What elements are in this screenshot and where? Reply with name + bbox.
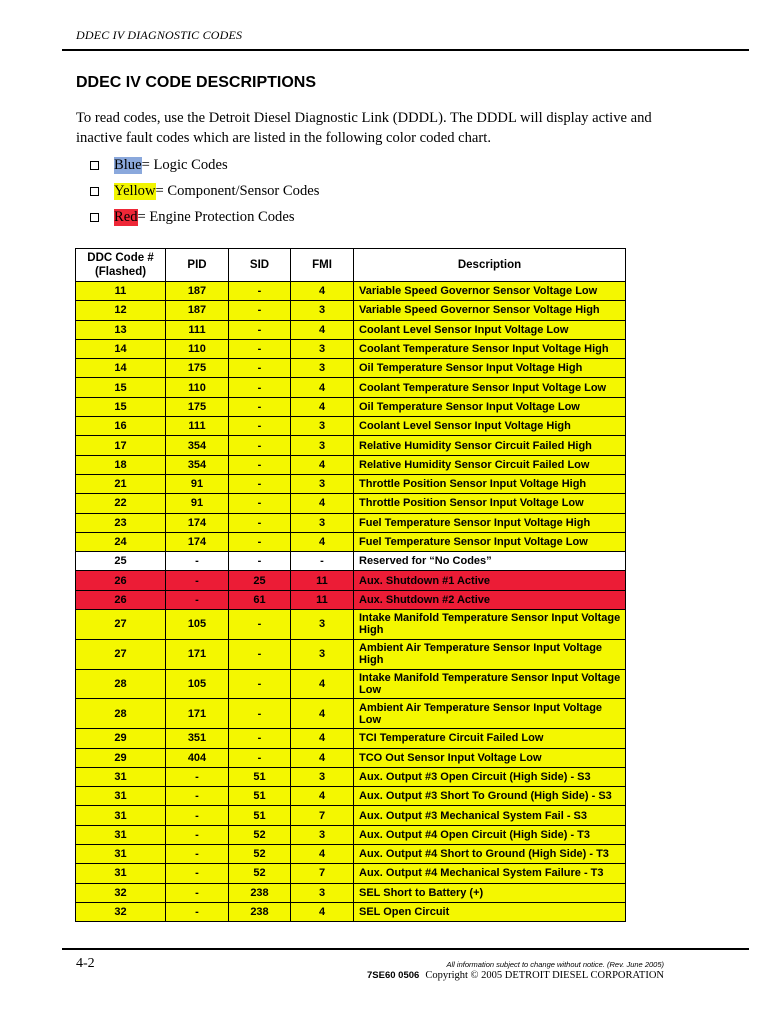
- cell-fmi: 4: [291, 378, 354, 397]
- cell-pid: 111: [166, 417, 229, 436]
- page-number: 4-2: [76, 956, 95, 971]
- legend-text: = Component/Sensor Codes: [155, 182, 320, 199]
- cell-description: Aux. Output #4 Short to Ground (High Side) - T3: [354, 845, 626, 864]
- cell-fmi: 11: [291, 571, 354, 590]
- cell-description: Oil Temperature Sensor Input Voltage High: [354, 359, 626, 378]
- table-row: [76, 552, 626, 571]
- cell-sid: -: [229, 610, 291, 640]
- header-pid: PID: [166, 249, 229, 282]
- cell-fmi: 4: [291, 902, 354, 921]
- cell-description: Coolant Temperature Sensor Input Voltage Low: [354, 378, 626, 397]
- cell-sid: -: [229, 729, 291, 748]
- cell-ddc-code: 24: [76, 532, 166, 551]
- table-row: [76, 639, 626, 669]
- cell-ddc-code: 32: [76, 902, 166, 921]
- header-ddc-line1: DDC Code #: [87, 252, 154, 264]
- cell-sid: -: [229, 513, 291, 532]
- cell-pid: 187: [166, 301, 229, 320]
- cell-ddc-code: 31: [76, 864, 166, 883]
- cell-description: SEL Short to Battery (+): [354, 883, 626, 902]
- cell-pid: -: [166, 806, 229, 825]
- cell-ddc-code: 14: [76, 339, 166, 358]
- cell-ddc-code: 31: [76, 767, 166, 786]
- cell-ddc-code: 17: [76, 436, 166, 455]
- cell-sid: -: [229, 699, 291, 729]
- cell-pid: -: [166, 571, 229, 590]
- cell-pid: 175: [166, 359, 229, 378]
- table-row: [76, 902, 626, 921]
- cell-sid: -: [229, 552, 291, 571]
- cell-ddc-code: 16: [76, 417, 166, 436]
- cell-pid: -: [166, 845, 229, 864]
- cell-pid: -: [166, 902, 229, 921]
- cell-sid: -: [229, 748, 291, 767]
- cell-fmi: 3: [291, 474, 354, 493]
- cell-pid: 91: [166, 494, 229, 513]
- table-row: [76, 590, 626, 609]
- cell-sid: 238: [229, 883, 291, 902]
- cell-fmi: 3: [291, 436, 354, 455]
- cell-sid: -: [229, 455, 291, 474]
- cell-pid: 174: [166, 513, 229, 532]
- checkbox-icon: [90, 213, 99, 222]
- table-row: [76, 513, 626, 532]
- cell-fmi: 3: [291, 639, 354, 669]
- cell-pid: 105: [166, 669, 229, 699]
- cell-description: Aux. Output #3 Mechanical System Fail - S3: [354, 806, 626, 825]
- cell-fmi: 3: [291, 883, 354, 902]
- cell-fmi: 4: [291, 699, 354, 729]
- cell-sid: 52: [229, 864, 291, 883]
- cell-fmi: 4: [291, 669, 354, 699]
- cell-fmi: 3: [291, 610, 354, 640]
- cell-fmi: 4: [291, 748, 354, 767]
- cell-ddc-code: 23: [76, 513, 166, 532]
- cell-ddc-code: 15: [76, 397, 166, 416]
- table-row: [76, 378, 626, 397]
- cell-pid: 174: [166, 532, 229, 551]
- cell-ddc-code: 15: [76, 378, 166, 397]
- cell-sid: 52: [229, 845, 291, 864]
- cell-ddc-code: 31: [76, 825, 166, 844]
- legend-text: = Logic Codes: [141, 156, 228, 173]
- cell-sid: -: [229, 474, 291, 493]
- cell-description: Throttle Position Sensor Input Voltage High: [354, 474, 626, 493]
- header-ddc-code: [76, 249, 166, 282]
- cell-fmi: 11: [291, 590, 354, 609]
- table-row: [76, 436, 626, 455]
- cell-ddc-code: 21: [76, 474, 166, 493]
- cell-description: Fuel Temperature Sensor Input Voltage Low: [354, 532, 626, 551]
- cell-ddc-code: 14: [76, 359, 166, 378]
- cell-ddc-code: 25: [76, 552, 166, 571]
- legend-color-word: Yellow: [114, 182, 156, 199]
- cell-description: Variable Speed Governor Sensor Voltage High: [354, 301, 626, 320]
- cell-sid: -: [229, 359, 291, 378]
- cell-pid: 105: [166, 610, 229, 640]
- cell-description: Coolant Temperature Sensor Input Voltage High: [354, 339, 626, 358]
- cell-fmi: 4: [291, 282, 354, 301]
- cell-description: Variable Speed Governor Sensor Voltage Low: [354, 282, 626, 301]
- cell-pid: 110: [166, 378, 229, 397]
- cell-description: Aux. Shutdown #1 Active: [354, 571, 626, 590]
- legend-item-blue: [90, 152, 319, 178]
- table-row: [76, 494, 626, 513]
- cell-sid: 51: [229, 806, 291, 825]
- cell-ddc-code: 28: [76, 669, 166, 699]
- table-row: [76, 825, 626, 844]
- cell-fmi: 3: [291, 825, 354, 844]
- cell-description: TCO Out Sensor Input Voltage Low: [354, 748, 626, 767]
- cell-sid: 51: [229, 787, 291, 806]
- cell-description: Throttle Position Sensor Input Voltage Low: [354, 494, 626, 513]
- table-row: [76, 669, 626, 699]
- color-legend: [90, 152, 319, 230]
- cell-fmi: 7: [291, 806, 354, 825]
- cell-pid: -: [166, 864, 229, 883]
- checkbox-icon: [90, 161, 99, 170]
- cell-description: SEL Open Circuit: [354, 902, 626, 921]
- cell-ddc-code: 27: [76, 610, 166, 640]
- cell-sid: -: [229, 378, 291, 397]
- cell-pid: -: [166, 767, 229, 786]
- table-row: [76, 532, 626, 551]
- footer-notice: All information subject to change without notice. (Rev. June 2005): [446, 960, 664, 969]
- cell-sid: 238: [229, 902, 291, 921]
- table-row: [76, 864, 626, 883]
- section-title: DDEC IV CODE DESCRIPTIONS: [76, 74, 317, 91]
- cell-sid: -: [229, 669, 291, 699]
- table-body: [76, 282, 626, 922]
- cell-fmi: 4: [291, 729, 354, 748]
- cell-pid: 354: [166, 436, 229, 455]
- table-row: [76, 845, 626, 864]
- cell-sid: -: [229, 397, 291, 416]
- cell-pid: -: [166, 590, 229, 609]
- table-row: [76, 699, 626, 729]
- table-row: [76, 301, 626, 320]
- legend-color-word: Red: [114, 208, 138, 225]
- document-code: 7SE60 0506: [367, 970, 420, 981]
- cell-sid: -: [229, 639, 291, 669]
- cell-sid: -: [229, 320, 291, 339]
- cell-description: Aux. Output #4 Open Circuit (High Side) - T3: [354, 825, 626, 844]
- header-sid: SID: [229, 249, 291, 282]
- cell-fmi: 3: [291, 359, 354, 378]
- cell-pid: -: [166, 787, 229, 806]
- header-rule: [62, 49, 749, 51]
- legend-item-yellow: [90, 178, 319, 204]
- header-fmi: FMI: [291, 249, 354, 282]
- cell-sid: 51: [229, 767, 291, 786]
- table-row: [76, 397, 626, 416]
- intro-paragraph: To read codes, use the Detroit Diesel Diagnostic Link (DDDL). The DDDL will display active and inactive fault codes which are listed in the following color coded chart.: [76, 110, 652, 146]
- cell-pid: 91: [166, 474, 229, 493]
- legend-item-red: [90, 204, 319, 230]
- cell-fmi: 4: [291, 320, 354, 339]
- cell-ddc-code: 13: [76, 320, 166, 339]
- cell-description: Aux. Output #3 Short To Ground (High Side) - S3: [354, 787, 626, 806]
- cell-ddc-code: 32: [76, 883, 166, 902]
- table-row: [76, 883, 626, 902]
- table-row: [76, 748, 626, 767]
- table-row: [76, 787, 626, 806]
- cell-description: Coolant Level Sensor Input Voltage Low: [354, 320, 626, 339]
- cell-description: TCI Temperature Circuit Failed Low: [354, 729, 626, 748]
- cell-ddc-code: 28: [76, 699, 166, 729]
- table-header-row: [76, 249, 626, 282]
- cell-pid: 404: [166, 748, 229, 767]
- cell-ddc-code: 29: [76, 729, 166, 748]
- cell-fmi: 4: [291, 532, 354, 551]
- cell-ddc-code: 22: [76, 494, 166, 513]
- cell-description: Relative Humidity Sensor Circuit Failed Low: [354, 455, 626, 474]
- cell-fmi: 4: [291, 455, 354, 474]
- table-row: [76, 806, 626, 825]
- cell-ddc-code: 18: [76, 455, 166, 474]
- header-ddc-line2: (Flashed): [94, 266, 147, 278]
- cell-sid: -: [229, 436, 291, 455]
- cell-description: Coolant Level Sensor Input Voltage High: [354, 417, 626, 436]
- checkbox-icon: [90, 187, 99, 196]
- cell-description: Oil Temperature Sensor Input Voltage Low: [354, 397, 626, 416]
- cell-pid: 175: [166, 397, 229, 416]
- cell-pid: 111: [166, 320, 229, 339]
- table-row: [76, 359, 626, 378]
- cell-fmi: 3: [291, 339, 354, 358]
- cell-fmi: 3: [291, 417, 354, 436]
- cell-description: Intake Manifold Temperature Sensor Input Voltage Low: [354, 669, 626, 699]
- cell-sid: -: [229, 339, 291, 358]
- cell-sid: 25: [229, 571, 291, 590]
- cell-sid: -: [229, 282, 291, 301]
- table-row: [76, 417, 626, 436]
- cell-pid: 110: [166, 339, 229, 358]
- table-row: [76, 767, 626, 786]
- table-row: [76, 571, 626, 590]
- cell-description: Fuel Temperature Sensor Input Voltage High: [354, 513, 626, 532]
- cell-description: Aux. Output #4 Mechanical System Failure - T3: [354, 864, 626, 883]
- cell-fmi: 4: [291, 397, 354, 416]
- cell-fmi: 7: [291, 864, 354, 883]
- cell-ddc-code: 29: [76, 748, 166, 767]
- cell-description: Intake Manifold Temperature Sensor Input Voltage High: [354, 610, 626, 640]
- cell-ddc-code: 26: [76, 590, 166, 609]
- copyright-text: Copyright © 2005 DETROIT DIESEL CORPORATION: [425, 970, 664, 981]
- cell-pid: -: [166, 883, 229, 902]
- cell-ddc-code: 11: [76, 282, 166, 301]
- running-header: DDEC IV DIAGNOSTIC CODES: [76, 28, 243, 42]
- table-row: [76, 320, 626, 339]
- cell-sid: -: [229, 417, 291, 436]
- cell-sid: 61: [229, 590, 291, 609]
- table-row: [76, 455, 626, 474]
- cell-fmi: 4: [291, 845, 354, 864]
- footer-copyright: [367, 970, 664, 981]
- cell-sid: -: [229, 301, 291, 320]
- cell-pid: 354: [166, 455, 229, 474]
- cell-fmi: -: [291, 552, 354, 571]
- cell-description: Ambient Air Temperature Sensor Input Voltage Low: [354, 699, 626, 729]
- cell-sid: -: [229, 494, 291, 513]
- cell-ddc-code: 26: [76, 571, 166, 590]
- cell-description: Ambient Air Temperature Sensor Input Voltage High: [354, 639, 626, 669]
- cell-fmi: 3: [291, 767, 354, 786]
- cell-sid: -: [229, 532, 291, 551]
- table-row: [76, 729, 626, 748]
- cell-description: Relative Humidity Sensor Circuit Failed High: [354, 436, 626, 455]
- cell-fmi: 3: [291, 513, 354, 532]
- legend-text: = Engine Protection Codes: [137, 208, 295, 225]
- table-row: [76, 610, 626, 640]
- cell-pid: -: [166, 825, 229, 844]
- table-row: [76, 282, 626, 301]
- table-row: [76, 474, 626, 493]
- cell-ddc-code: 31: [76, 806, 166, 825]
- legend-color-word: Blue: [114, 156, 142, 173]
- header-description: Description: [354, 249, 626, 282]
- cell-pid: 171: [166, 699, 229, 729]
- cell-description: Aux. Output #3 Open Circuit (High Side) - S3: [354, 767, 626, 786]
- cell-ddc-code: 31: [76, 845, 166, 864]
- cell-pid: 351: [166, 729, 229, 748]
- cell-ddc-code: 31: [76, 787, 166, 806]
- cell-pid: 187: [166, 282, 229, 301]
- cell-description: Aux. Shutdown #2 Active: [354, 590, 626, 609]
- diagnostic-codes-table: [75, 248, 626, 922]
- cell-sid: 52: [229, 825, 291, 844]
- cell-fmi: 4: [291, 494, 354, 513]
- cell-description: Reserved for “No Codes”: [354, 552, 626, 571]
- cell-fmi: 4: [291, 787, 354, 806]
- cell-pid: -: [166, 552, 229, 571]
- cell-ddc-code: 12: [76, 301, 166, 320]
- cell-fmi: 3: [291, 301, 354, 320]
- cell-ddc-code: 27: [76, 639, 166, 669]
- footer-rule: [62, 948, 749, 950]
- table-row: [76, 339, 626, 358]
- cell-pid: 171: [166, 639, 229, 669]
